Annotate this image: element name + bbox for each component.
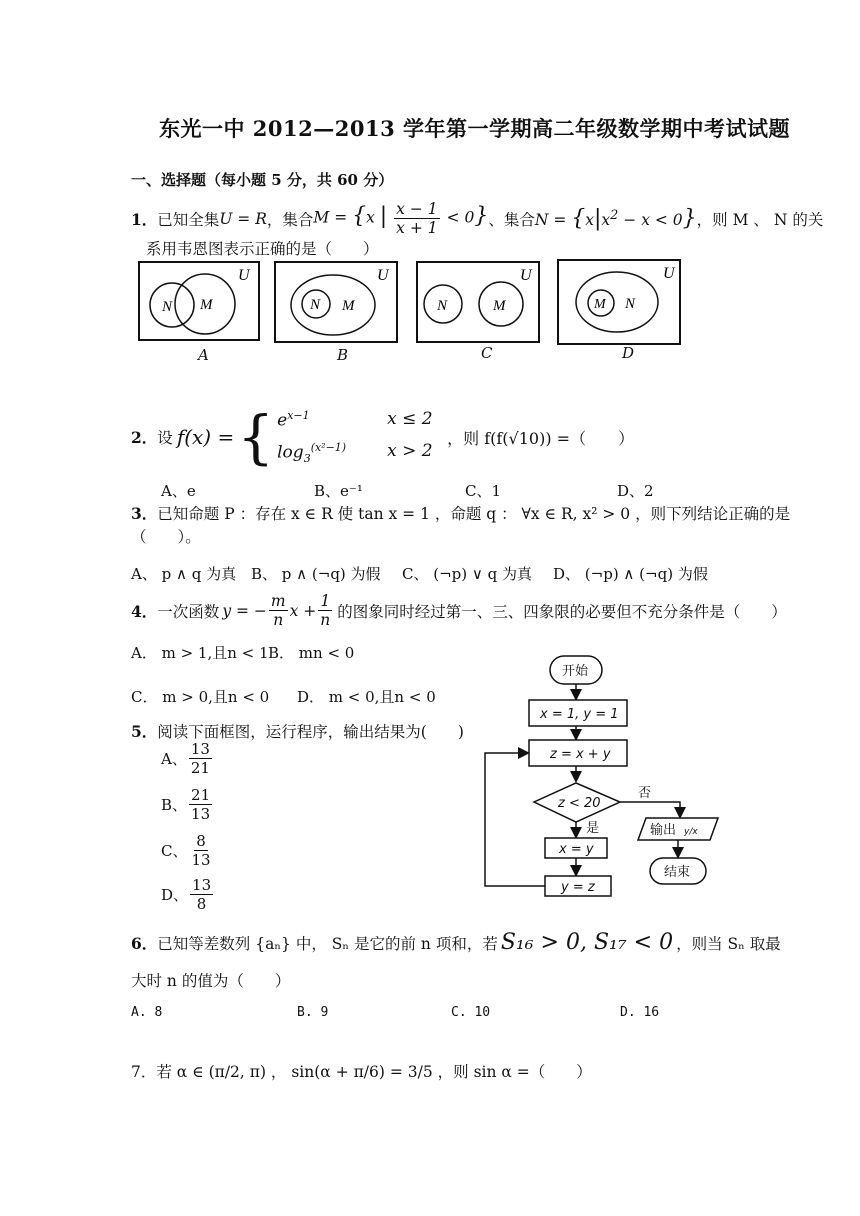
condition-1: x ≤ 2 xyxy=(387,409,433,430)
universal-set: U = R xyxy=(219,209,267,228)
venn-d xyxy=(558,260,680,344)
q4-option-b[interactable]: B． mn < 0 xyxy=(268,644,355,662)
section-heading: 一、选择题（每小题 5 分，共 60 分） xyxy=(131,171,394,189)
svg-text:M: M xyxy=(342,298,355,314)
svg-text:M: M xyxy=(493,298,506,314)
question-2 xyxy=(131,403,635,471)
svg-text:M: M xyxy=(594,297,606,312)
question-text: 已知等差数列 {aₙ} 中， Sₙ 是它的前 n 项和，若 xyxy=(157,934,498,953)
venn-c xyxy=(417,262,539,342)
q2-option-a[interactable]: A、e xyxy=(161,482,196,500)
svg-text:U: U xyxy=(520,267,532,284)
denominator: 8 xyxy=(196,895,207,913)
denominator: 13 xyxy=(191,851,211,869)
condition: S₁₆ > 0, S₁₇ < 0 xyxy=(500,930,674,955)
question-text: ，则当 Sₙ 取最 xyxy=(676,934,781,953)
q2-option-c[interactable]: C、1 xyxy=(465,482,502,500)
q5-option-d[interactable] xyxy=(161,876,215,913)
question-text: 已知命题 P ：存在 x ∈ R 使 tan x = 1 ，命题 q ： ∀x ∈ R, x² > 0 ，则下列结论正确的是 xyxy=(157,505,791,523)
question-text: ，则 f(f(√10)) =（ ） xyxy=(447,428,635,448)
question-number: 6． xyxy=(131,933,158,953)
question-6-line2: 大时 n 的值为（ ） xyxy=(131,972,291,990)
denominator: 21 xyxy=(190,759,210,777)
option-label: D、 xyxy=(161,886,189,904)
question-text: 的图象同时经过第一、三、四象限的必要但不充分条件是（ ） xyxy=(337,602,787,621)
question-number: 1． xyxy=(131,209,158,229)
linear-function: y = − $\frac{m}{n}$ x + $\frac{1}{n}$ xyxy=(222,592,331,629)
q3-option-a[interactable]: A、 p ∧ q 为真 xyxy=(131,565,237,583)
numerator: 13 xyxy=(190,740,210,758)
condition-2: x > 2 xyxy=(387,440,433,461)
svg-text:N: N xyxy=(625,296,636,312)
q6-option-c[interactable]: C. 10 xyxy=(451,1005,491,1020)
question-6 xyxy=(131,930,781,955)
q2-option-b[interactable]: B、e⁻¹ xyxy=(314,482,363,500)
question-4 xyxy=(131,592,787,629)
q2-option-d[interactable]: D、2 xyxy=(617,482,654,500)
left-brace: { xyxy=(237,403,275,471)
q6-option-d[interactable]: D. 16 xyxy=(620,1005,660,1020)
flowchart xyxy=(480,650,730,900)
question-text: 若 α ∈ (π/2, π) ， sin(α + π/6) = 3/5 ，则 sin α =（ ） xyxy=(156,1063,592,1081)
venn-a xyxy=(139,262,259,340)
denominator: 13 xyxy=(191,805,211,823)
svg-text:M: M xyxy=(200,297,213,313)
venn-label-c: C xyxy=(481,344,493,362)
question-text: 阅读下面框图，运行程序，输出结果为( ) xyxy=(157,723,464,741)
question-number: 4． xyxy=(131,601,158,621)
svg-text:U: U xyxy=(238,267,250,284)
venn-diagrams xyxy=(130,258,730,368)
question-number: 2． xyxy=(131,428,158,447)
venn-label-b: B xyxy=(337,346,349,364)
question-3-line2: （ ）。 xyxy=(131,528,201,546)
page-title: 东光一中 2012—2013 学年第一学期高二年级数学期中考试试题 xyxy=(159,116,791,141)
init-label: x = 1, y = 1 xyxy=(540,707,619,722)
q4-option-a[interactable]: A． m > 1,且n < 1 xyxy=(131,644,269,662)
numerator: 8 xyxy=(196,832,206,850)
numerator: 13 xyxy=(192,876,212,894)
question-number: 3． xyxy=(131,504,158,523)
function-name: f(x) = xyxy=(176,425,235,449)
q6-option-a[interactable]: A. 8 xyxy=(131,1005,163,1020)
end-label: 结束 xyxy=(664,865,691,880)
step-y-label: y = z xyxy=(561,880,595,895)
svg-text:N: N xyxy=(437,298,448,314)
q3-option-c[interactable]: C、 (¬p) ∨ q 为真 xyxy=(402,565,533,583)
q5-option-b[interactable] xyxy=(161,786,214,823)
assign-label: z = x + y xyxy=(550,747,611,762)
question-text: 已知全集 xyxy=(157,210,220,229)
q3-option-d[interactable]: D、 (¬p) ∧ (¬q) 为假 xyxy=(553,565,708,583)
question-number: 5． xyxy=(131,722,158,741)
question-7 xyxy=(131,1060,592,1082)
question-text: ，集合 xyxy=(266,210,314,229)
yes-label: 是 xyxy=(586,821,600,836)
condition-label: z < 20 xyxy=(558,796,601,811)
no-label: 否 xyxy=(638,786,652,801)
question-number: 7． xyxy=(131,1063,157,1081)
venn-label-d: D xyxy=(622,344,635,362)
set-n: $N = \{x|x^2 - x < 0\}$ xyxy=(534,206,697,231)
option-label: B、 xyxy=(161,796,188,814)
q3-option-b[interactable]: B、 p ∧ (¬q) 为假 xyxy=(251,565,381,583)
question-1 xyxy=(131,200,823,237)
question-3 xyxy=(131,502,790,524)
option-label: A、 xyxy=(161,750,187,768)
numerator: 21 xyxy=(191,786,211,804)
start-label: 开始 xyxy=(562,664,589,679)
q5-option-c[interactable] xyxy=(161,832,215,869)
q6-option-b[interactable]: B. 9 xyxy=(297,1005,329,1020)
svg-text:U: U xyxy=(377,267,389,284)
piecewise-cases xyxy=(277,409,447,465)
question-1-line2: 系用韦恩图表示正确的是（ ） xyxy=(146,240,379,258)
step-x-label: x = y xyxy=(559,842,594,857)
question-text: 一次函数 xyxy=(157,602,220,621)
output-label: 输出 xyxy=(650,823,677,838)
option-label: C、 xyxy=(161,842,188,860)
svg-text:U: U xyxy=(663,265,675,282)
q4-option-d[interactable]: D． m < 0,且n < 0 xyxy=(297,688,436,706)
set-m: M = {x | $\frac{x - 1}{x + 1}$ < 0} xyxy=(313,200,489,237)
venn-label-a: A xyxy=(198,346,209,364)
case-1: $e^{x-1}$ xyxy=(277,409,310,431)
q5-option-a[interactable] xyxy=(161,740,214,777)
svg-text:N: N xyxy=(310,297,321,313)
q4-option-c[interactable]: C． m > 0,且n < 0 xyxy=(131,688,270,706)
question-text: 、集合 xyxy=(488,210,535,229)
output-frac: y/x xyxy=(684,827,698,837)
case-2: $\log_3^{(x^2-1)}$ xyxy=(277,440,347,465)
question-text: 设 xyxy=(157,429,173,447)
question-5 xyxy=(131,720,464,742)
svg-text:N: N xyxy=(162,299,173,315)
venn-b xyxy=(275,262,397,342)
question-text: ，则 M 、 N 的关 xyxy=(696,210,824,229)
